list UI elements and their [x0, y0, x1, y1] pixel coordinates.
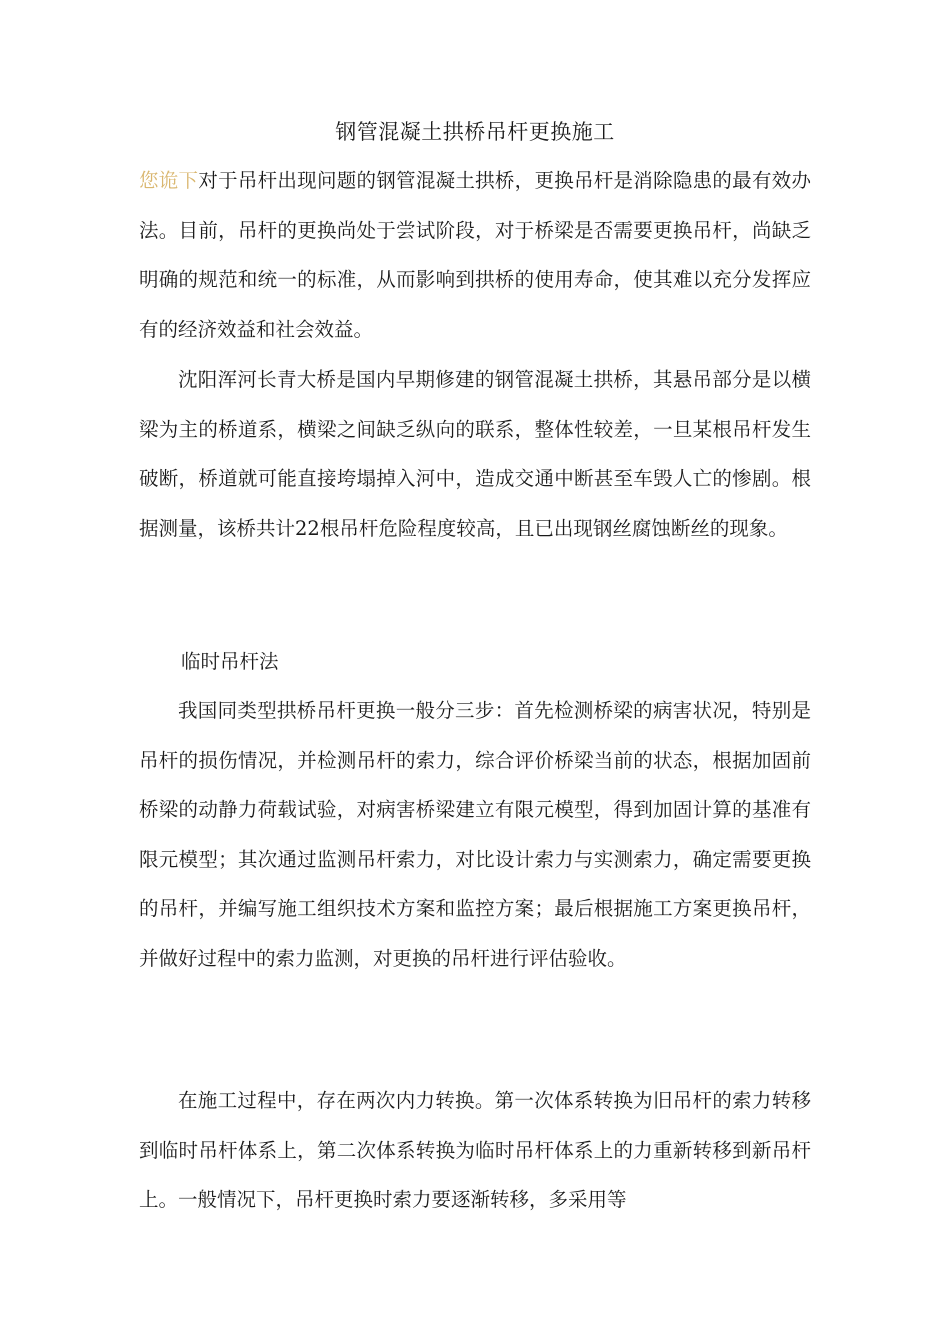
- watermark-text: 您诡下: [139, 169, 199, 192]
- paragraph-intro-text: 对于吊杆出现问题的钢管混凝土拱桥，更换吊杆是消除隐患的最有效办法。目前，吊杆的更换尚处于尝试阶段，对于桥梁是否需要更换吊杆，尚缺乏明确的规范和统一的标准，从而影响到拱桥的使用寿命，使其难以充分发挥应有的经济效益和社会效益。: [139, 169, 811, 341]
- paragraph-force-transfer: 在施工过程中，存在两次内力转换。第一次体系转换为旧吊杆的索力转移到临时吊杆体系上，第二次体系转换为临时吊杆体系上的力重新转移到新吊杆上。一般情况下，吊杆更换时索力要逐渐转移，多采用等: [139, 1089, 811, 1212]
- section-heading-temporary-hanger: 临时吊杆法: [181, 650, 279, 673]
- paragraph-intro: [139, 156, 811, 354]
- document-title: 钢管混凝土拱桥吊杆更换施工: [335, 120, 615, 144]
- paragraph-bridge-description: 沈阳浑河长青大桥是国内早期修建的钢管混凝土拱桥，其悬吊部分是以横梁为主的桥道系，横梁之间缺乏纵向的联系，整体性较差，一旦某根吊杆发生破断，桥道就可能直接垮塌掉入河中，造成交通中断甚至车毁人亡的惨剧。根据测量，该桥共计22根吊杆危险程度较高，且已出现钢丝腐蚀断丝的现象。: [139, 368, 811, 540]
- paragraph-replacement-steps: 我国同类型拱桥吊杆更换一般分三步：首先检测桥梁的病害状况，特别是吊杆的损伤情况，并检测吊杆的索力，综合评价桥梁当前的状态，根据加固前桥梁的动静力荷载试验，对病害桥梁建立有限元模型，得到加固计算的基准有限元模型；其次通过监测吊杆索力，对比设计索力与实测索力，确定需要更换的吊杆，并编写施工组织技术方案和监控方案；最后根据施工方案更换吊杆，并做好过程中的索力监测，对更换的吊杆进行评估验收。: [139, 699, 811, 970]
